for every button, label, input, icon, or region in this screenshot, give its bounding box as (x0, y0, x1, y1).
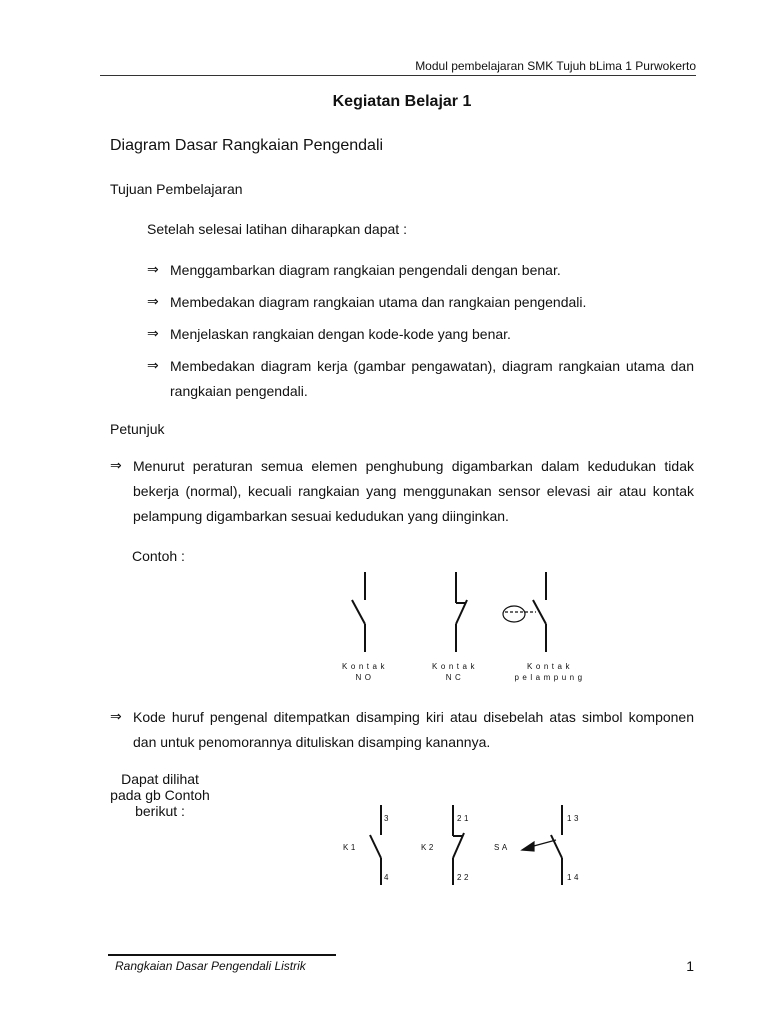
k1-bottom-number: 4 (384, 873, 391, 882)
section-subtitle: Diagram Dasar Rangkaian Pengendali (110, 137, 384, 154)
tujuan-heading: Tujuan Pembelajaran (110, 181, 243, 197)
petunjuk-item-text: Kode huruf pengenal ditempatkan disamping kiri atau disebelah atas simbol komponen dan untuk penomorannya dituliskan disamping kanannya. (133, 709, 694, 750)
arrow-icon: ⇒ (147, 294, 159, 310)
label-kontak-pelampung: Kontak pelampung (514, 662, 586, 682)
petunjuk-item-text: Menurut peraturan semua elemen penghubung digambarkan dalam kedudukan tidak bekerja (normal), kecuali rangkaian yang menggunakan sensor elevasi air atau kontak pelampung digambarkan sesuai kedudukan yang diinginkan. (133, 458, 694, 524)
k2-bottom-number: 22 (457, 873, 471, 882)
tujuan-item (147, 322, 694, 347)
tujuan-item (147, 290, 694, 315)
label-kontak-nc: Kontak NC (432, 662, 478, 682)
k1-top-number: 3 (384, 814, 391, 823)
label-kontak-no: Kontak NO (342, 662, 388, 682)
k1-label: K1 (343, 843, 358, 852)
contoh-label: Contoh : (132, 548, 185, 564)
arrow-icon: ⇒ (147, 262, 159, 278)
petunjuk-heading: Petunjuk (110, 421, 165, 437)
tujuan-item-text: Membedakan diagram kerja (gambar pengawatan), diagram rangkaian utama dan rangkaian pengendali. (170, 358, 694, 399)
arrow-icon: ⇒ (147, 326, 159, 342)
arrow-icon: ⇒ (110, 709, 122, 725)
tujuan-item-text: Menjelaskan rangkaian dengan kode-kode yang benar. (170, 326, 511, 342)
tujuan-item (147, 258, 694, 283)
page-header: Modul pembelajaran SMK Tujuh bLima 1 Purwokerto (415, 59, 696, 73)
sa-label: SA (494, 843, 510, 852)
arrow-icon: ⇒ (110, 458, 122, 474)
header-divider (100, 75, 696, 76)
tujuan-item (147, 354, 694, 404)
page-title: Kegiatan Belajar 1 (332, 93, 472, 110)
arrow-icon: ⇒ (147, 358, 159, 374)
footer-divider (108, 954, 336, 956)
side-note: Dapat dilihat pada gb Contoh berikut : (110, 771, 210, 819)
footer-title: Rangkaian Dasar Pengendali Listrik (115, 959, 306, 973)
petunjuk-item (110, 454, 694, 529)
tujuan-intro: Setelah selesai latihan diharapkan dapat : (147, 221, 407, 237)
sa-top-number: 13 (567, 814, 581, 823)
sa-bottom-number: 14 (567, 873, 581, 882)
k2-top-number: 21 (457, 814, 471, 823)
page-number: 1 (686, 958, 694, 974)
petunjuk-item (110, 705, 694, 755)
tujuan-item-text: Menggambarkan diagram rangkaian pengendali dengan benar. (170, 262, 561, 278)
tujuan-item-text: Membedakan diagram rangkaian utama dan rangkaian pengendali. (170, 294, 587, 310)
k2-label: K2 (421, 843, 436, 852)
